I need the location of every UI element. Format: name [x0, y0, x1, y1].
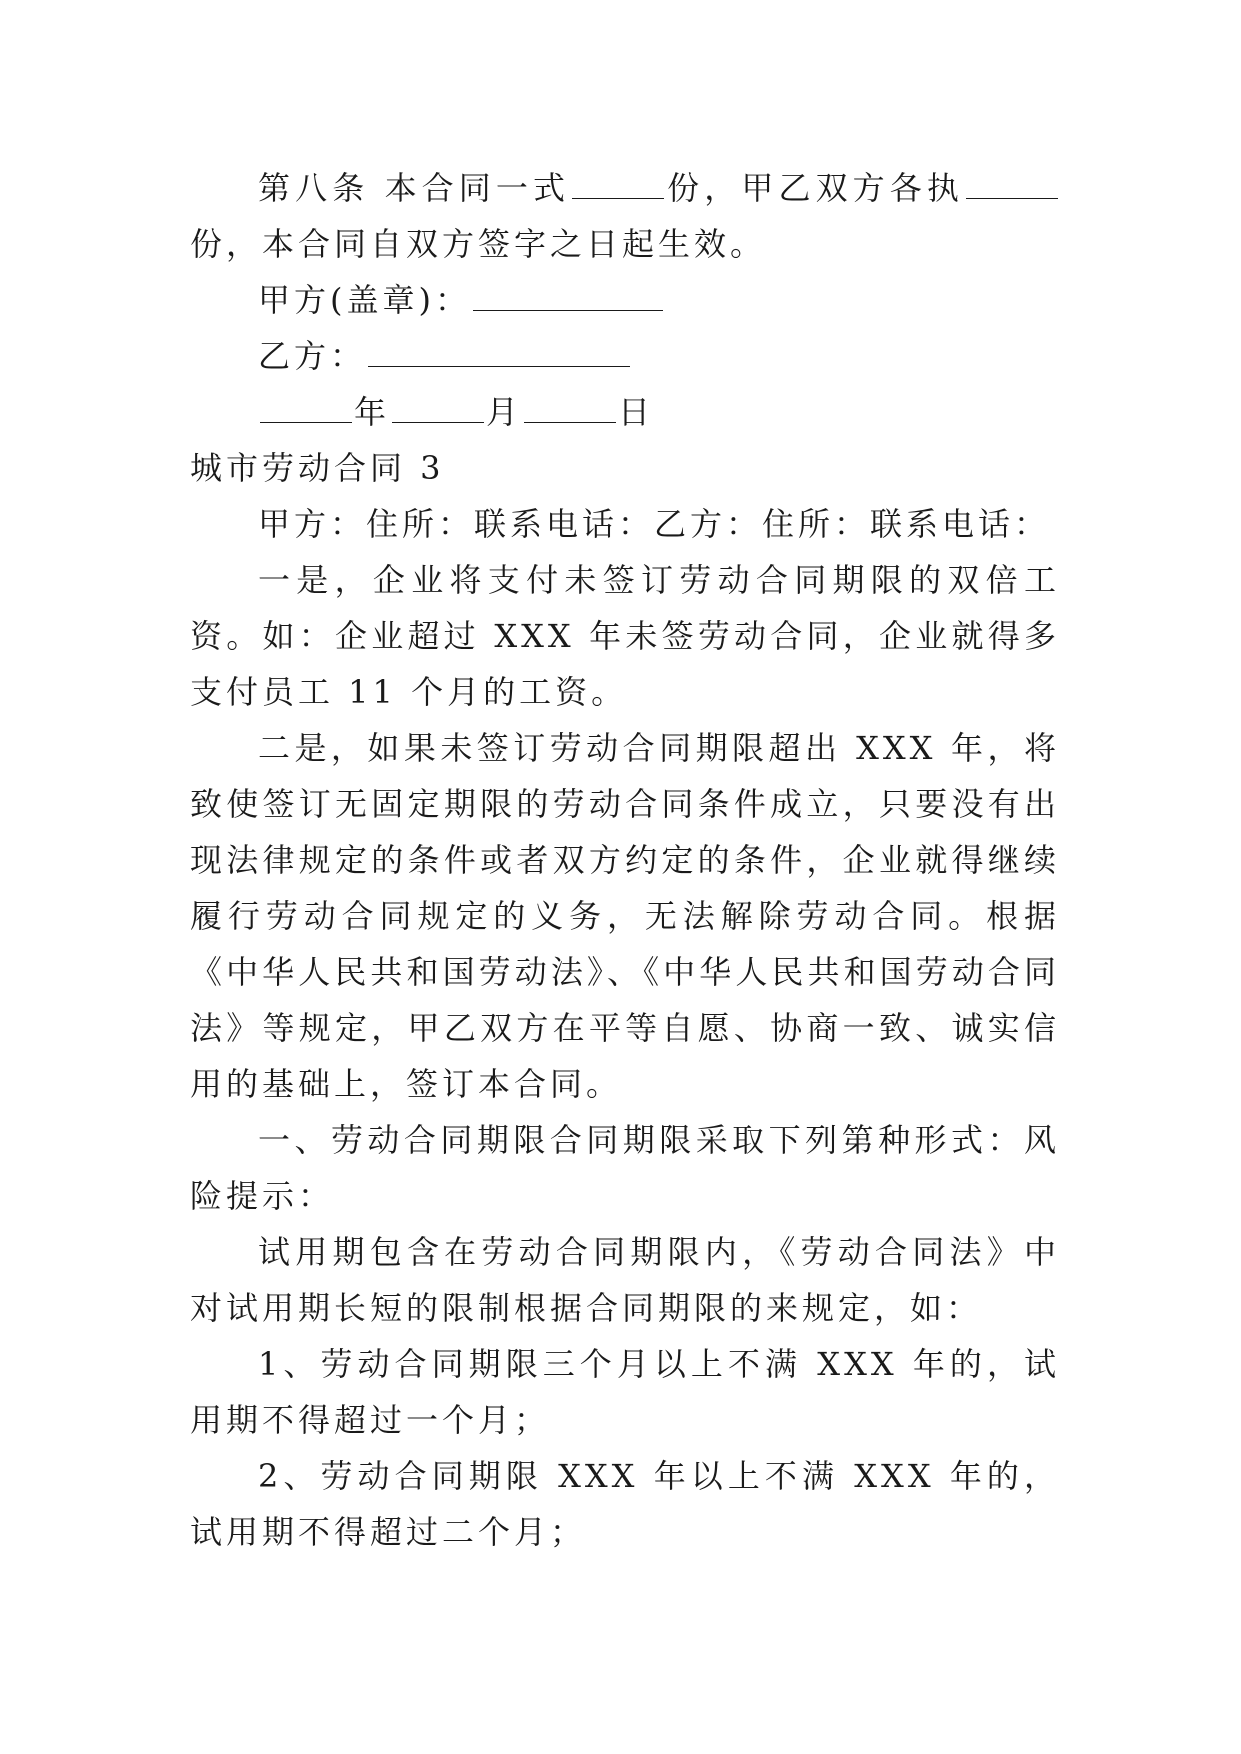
month-blank — [392, 392, 484, 423]
party-b-blank — [368, 336, 630, 367]
month-label: 月 — [486, 393, 523, 431]
day-blank — [524, 392, 616, 423]
year-blank — [260, 392, 352, 423]
copies-each-blank — [966, 168, 1058, 199]
article-8-paragraph — [190, 160, 1060, 272]
day-label: 日 — [618, 393, 655, 431]
party-b-signature-line — [190, 328, 1060, 384]
paragraph-probation: 试用期包含在劳动合同期限内，《劳动合同法》中对试用期长短的限制根据合同期限的来规定，如： — [190, 1233, 1060, 1327]
paragraph-double-wages: 一是，企业将支付未签订劳动合同期限的双倍工资。如：企业超过 XXX 年未签劳动合同，企业就得多支付员工 11 个月的工资。 — [190, 561, 1060, 711]
list-item-probation-1: 1、劳动合同期限三个月以上不满 XXX 年的，试用期不得超过一个月； — [190, 1345, 1060, 1439]
section-title: 城市劳动合同 3 — [190, 449, 445, 487]
paragraph-contract-term: 一、劳动合同期限合同期限采取下列第种形式：风险提示： — [190, 1121, 1060, 1215]
contacts-paragraph: 甲方：住所：联系电话：乙方：住所：联系电话： — [258, 505, 1051, 543]
article-8-text-3: 份，本合同自双方签字之日起生效。 — [190, 225, 767, 263]
party-a-blank — [473, 280, 663, 311]
party-a-signature-line — [190, 272, 1060, 328]
copies-total-blank — [572, 168, 664, 199]
year-label: 年 — [354, 393, 391, 431]
signing-date-line — [190, 384, 1060, 440]
party-a-label: 甲方(盖章)： — [258, 281, 471, 319]
list-item-probation-2: 2、劳动合同期限 XXX 年以上不满 XXX 年的，试用期不得超过二个月； — [190, 1457, 1060, 1551]
document-body — [190, 160, 1060, 1560]
article-8-text-2: 份，甲乙双方各执 — [666, 169, 964, 207]
paragraph-open-ended-contract: 二是，如果未签订劳动合同期限超出 XXX 年，将致使签订无固定期限的劳动合同条件成立，只要没有出现法律规定的条件或者双方约定的条件，企业就得继续履行劳动合同规定的义务，无法解除劳动合同。根据《中华人民共和国劳动法》、《中华人民共和国劳动合同法》等规定，甲乙双方在平等自愿、协商一致、诚实信用的基础上，签订本合同。 — [190, 729, 1060, 1103]
party-b-label: 乙方： — [258, 337, 367, 375]
article-8-text-1: 第八条 本合同一式 — [258, 169, 571, 207]
